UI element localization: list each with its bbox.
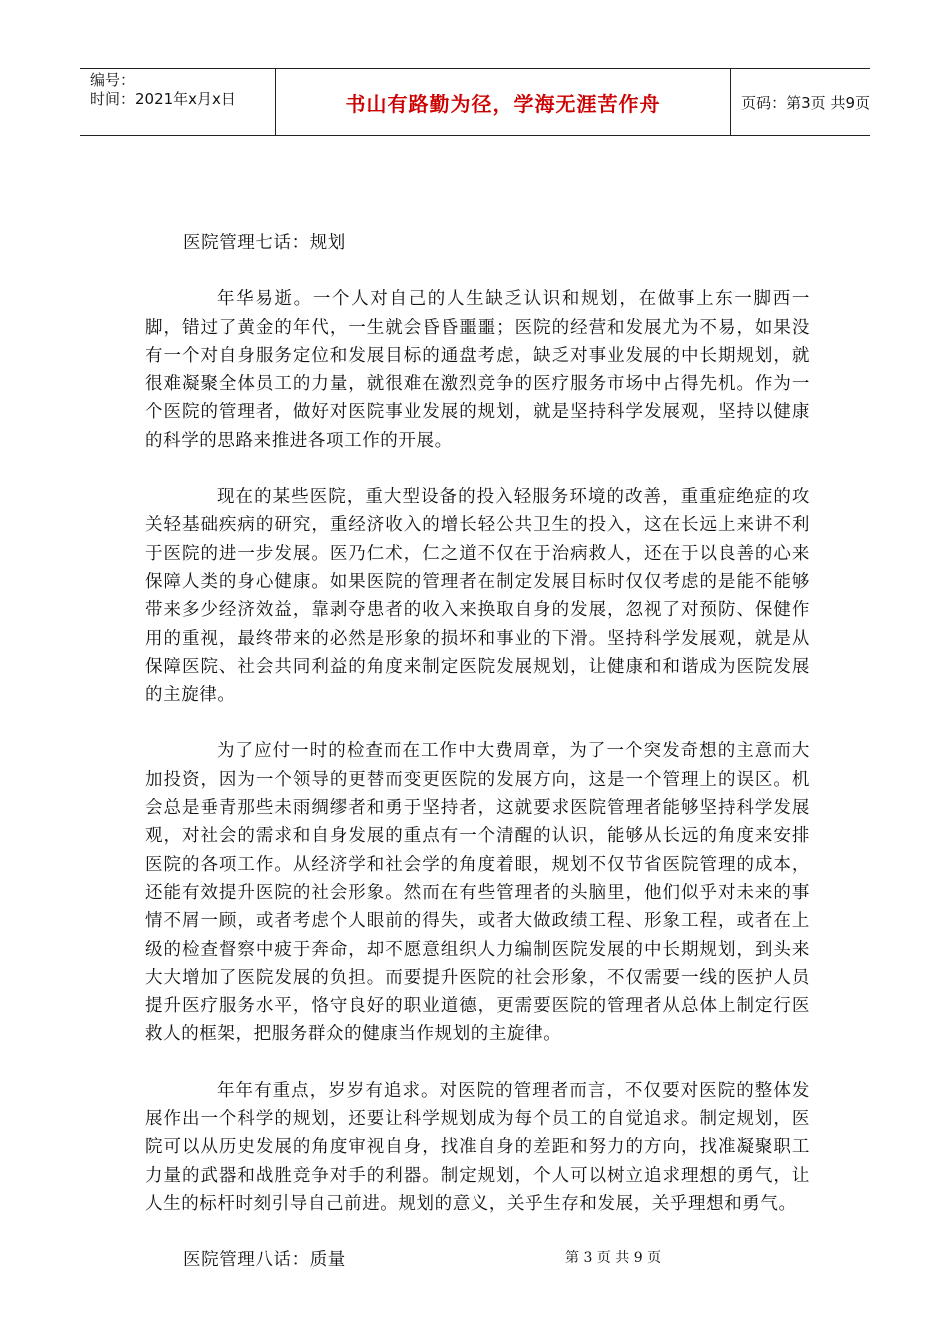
header-motto: 书山有路勤为径，学海无涯苦作舟 (276, 69, 731, 135)
header-number-label: 编号： (90, 71, 136, 89)
section-heading-planning: 医院管理七话：规划 (183, 233, 346, 253)
section-heading-quality: 医院管理八话：质量 (183, 1250, 346, 1271)
document-header (80, 68, 870, 136)
header-page-info: 页码：第3页 共9页 (741, 93, 870, 112)
body-paragraph: 现在的某些医院，重大型设备的投入轻服务环境的改善，重重症绝症的攻关轻基础疾病的研究，重经济收入的增长轻公共卫生的投入，这在长远上来讲不利于医院的进一步发展。医乃仁术，仁之道不仅在于治病救人，还在于以良善的心来保障人类的身心健康。如果医院的管理者在制定发展目标时仅仅考虑的是能不能够带来多少经济效益，靠剥夺患者的收入来换取自身的发展，忽视了对预防、保健作用的重视，最终带来的必然是形象的损坏和事业的下滑。坚持科学发展观，就是从保障医院、社会共同利益的角度来制定医院发展规划，让健康和和谐成为医院发展的主旋律。 (145, 487, 810, 706)
header-time-label: 时间：2021年x月x日 (90, 90, 236, 108)
page-footer: 第 3 页 共 9 页 (565, 1250, 662, 1266)
document-body (145, 229, 810, 1275)
body-paragraph: 年华易逝。一个人对自己的人生缺乏认识和规划，在做事上东一脚西一脚，错过了黄金的年代，一生就会昏昏噩噩；医院的经营和发展尤为不易，如果没有一个对自身服务定位和发展目标的通盘考虑，缺乏对事业发展的中长期规划，就很难凝聚全体员工的力量，就很难在激烈竞争的医疗服务市场中占得先机。作为一个医院的管理者，做好对医院事业发展的规划，就是坚持科学发展观，坚持以健康的科学的思路来推进各项工作的开展。 (145, 289, 810, 451)
body-paragraph: 为了应付一时的检查而在工作中大费周章，为了一个突发奇想的主意而大加投资，因为一个领导的更替而变更医院的发展方向，这是一个管理上的误区。机会总是垂青那些未雨绸缪者和勇于坚持者，这就要求医院管理者能够坚持科学发展观，对社会的需求和自身发展的重点有一个清醒的认识，能够从长远的角度来安排医院的各项工作。从经济学和社会学的角度着眼，规划不仅节省医院管理的成本，还能有效提升医院的社会形象。然而在有些管理者的头脑里，他们似乎对未来的事情不屑一顾，或者考虑个人眼前的得失，或者大做政绩工程、形象工程，或者在上级的检查督察中疲于奔命，却不愿意组织人力编制医院发展的中长期规划，到头来大大增加了医院发展的负担。而要提升医院的社会形象，不仅需要一线的医护人员提升医疗服务水平，恪守良好的职业道德，更需要医院的管理者从总体上制定行医救人的框架，把服务群众的健康当作规划的主旋律。 (145, 741, 810, 1045)
header-meta (80, 69, 276, 135)
body-paragraph: 年年有重点，岁岁有追求。对医院的管理者而言，不仅要对医院的整体发展作出一个科学的规划，还要让科学规划成为每个员工的自觉追求。制定规划，医院可以从历史发展的角度审视自身，找准自身的差距和努力的方向，找准凝聚职工力量的武器和战胜竞争对手的利器。制定规划，个人可以树立追求理想的勇气，让人生的标杆时刻引导自己前进。规划的意义，关乎生存和发展，关乎理想和勇气。 (145, 1080, 810, 1214)
